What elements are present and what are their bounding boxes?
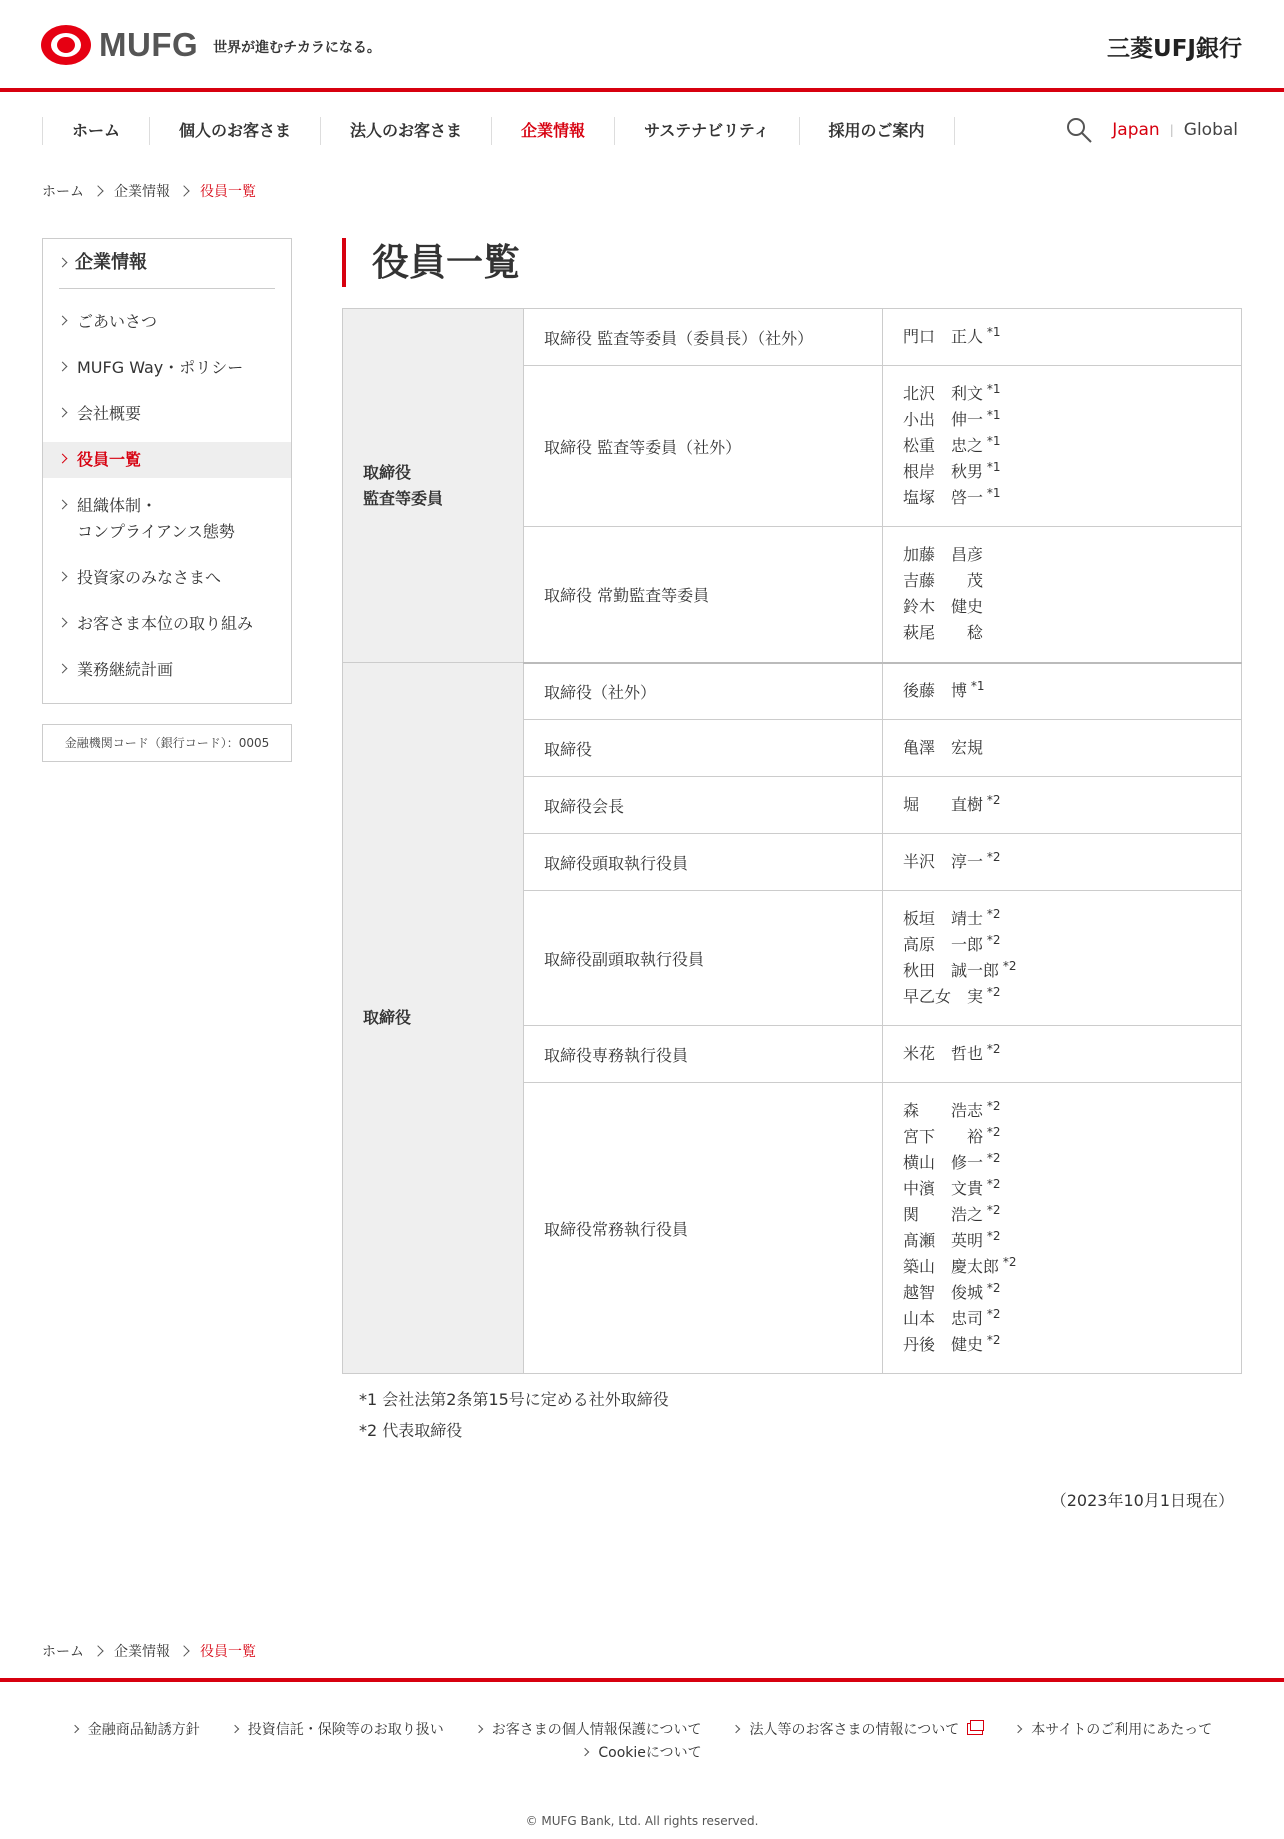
footnote-2: *2 代表取締役 <box>359 1421 463 1440</box>
bank-name-logo[interactable]: 三菱UFJ銀行 <box>1107 36 1242 62</box>
footer-link-label: Cookieについて <box>598 1745 702 1761</box>
lang-global-link[interactable]: Global <box>1183 120 1238 140</box>
breadcrumb-bottom <box>42 1641 256 1661</box>
footnote-mark: *2 <box>983 1281 1001 1295</box>
officer-name-text: 根岸 秋男 <box>903 462 984 481</box>
footnote-mark: *2 <box>983 793 1001 807</box>
officer-name-text: 北沢 利文 <box>903 384 984 403</box>
breadcrumb-company-info[interactable]: 企業情報 <box>114 1644 170 1660</box>
nav-item-sustainability[interactable]: サステナビリティ <box>614 117 798 145</box>
chevron-right-icon <box>231 1725 239 1733</box>
sidebar-item-company-overview[interactable] <box>43 401 291 427</box>
officer-name <box>903 958 1221 984</box>
sidebar-item-label: 組織体制・ <box>77 496 158 515</box>
footnote-mark: *2 <box>983 933 1001 947</box>
footnote-mark: *1 <box>983 382 1001 396</box>
officer-name-text: 吉藤 茂 <box>903 571 984 591</box>
position-cell: 取締役専務執行役員 <box>524 1026 883 1083</box>
footer-link-investment-trust[interactable] <box>232 1719 444 1739</box>
sidebar-heading-label: 企業情報 <box>75 252 147 273</box>
footnote-mark: *1 <box>983 486 1001 500</box>
nav-item-corporate[interactable]: 法人のお客さま <box>320 117 491 145</box>
chevron-right-icon <box>732 1725 740 1733</box>
officer-name <box>903 1332 1221 1358</box>
position-cell: 取締役 常勤監査等委員 <box>524 527 883 663</box>
names-cell <box>883 366 1242 527</box>
logo-text: MUFG <box>99 26 199 63</box>
footer-links <box>0 1719 1284 1739</box>
officer-name-text: 中濱 文貴 <box>903 1179 984 1198</box>
position-cell: 取締役頭取執行役員 <box>524 834 883 891</box>
officer-name <box>903 568 1221 594</box>
officer-name <box>903 459 1221 485</box>
officer-name-text: 山本 忠司 <box>903 1309 984 1328</box>
chevron-right-icon <box>58 500 68 510</box>
officer-name-text: 亀澤 宏規 <box>903 738 984 757</box>
chevron-right-icon <box>1014 1725 1022 1733</box>
category-label: 監査等委員 <box>363 488 444 508</box>
names-cell <box>883 663 1242 720</box>
sidebar-item-label: 投資家のみなさまへ <box>77 568 222 587</box>
footnote-mark: *2 <box>983 1125 1001 1139</box>
footnote-mark: *2 <box>999 959 1017 973</box>
officer-name <box>903 594 1221 620</box>
officer-name-text: 門口 正人 <box>903 327 984 346</box>
footer-link-label: お客さまの個人情報保護について <box>491 1722 702 1738</box>
officer-name <box>903 932 1221 958</box>
officer-name <box>903 433 1221 459</box>
officer-name <box>903 485 1221 511</box>
nav-item-recruit[interactable]: 採用のご案内 <box>799 117 955 145</box>
footer-link-label: 投資信託・保険等のお取り扱い <box>247 1722 444 1738</box>
position-cell: 取締役常務執行役員 <box>524 1083 883 1374</box>
breadcrumb <box>42 181 256 201</box>
officer-name <box>903 407 1221 433</box>
footnote-mark: *2 <box>983 1151 1001 1165</box>
chevron-right-icon <box>58 572 68 582</box>
footnote-1: *1 会社法第2条第15号に定める社外取締役 <box>359 1390 669 1409</box>
new-window-icon <box>967 1723 983 1735</box>
names-cell <box>883 834 1242 891</box>
footnote-mark: *2 <box>983 1203 1001 1217</box>
nav-item-personal[interactable]: 個人のお客さま <box>149 117 320 145</box>
footnote-mark: *2 <box>983 1177 1001 1191</box>
footer-link-privacy[interactable] <box>476 1719 702 1739</box>
footer-link-corporate-info[interactable] <box>733 1719 983 1739</box>
footer-link-label: 本サイトのご利用にあたって <box>1031 1722 1213 1738</box>
officer-name-text: 松重 忠之 <box>903 436 984 455</box>
officer-name <box>903 324 1221 350</box>
chevron-right-icon <box>178 185 189 196</box>
copyright: © MUFG Bank, Ltd. All rights reserved. <box>525 1814 759 1828</box>
officer-name <box>903 1202 1221 1228</box>
officer-name <box>903 1150 1221 1176</box>
footnote-mark: *1 <box>983 434 1001 448</box>
sidebar-item-mufg-way[interactable] <box>43 355 291 381</box>
bank-code-box: 金融機関コード（銀行コード）：0005 <box>42 724 292 762</box>
officer-name-text: 小出 伸一 <box>903 410 984 429</box>
officer-name <box>903 620 1221 646</box>
officer-name-text: 米花 哲也 <box>903 1044 984 1063</box>
footnote-mark: *1 <box>983 325 1001 339</box>
sidebar-item-label: コンプライアンス態勢 <box>77 522 235 541</box>
footnote-mark: *1 <box>983 460 1001 474</box>
global-nav <box>42 117 955 145</box>
tagline: 世界が進むチカラになる。 <box>213 40 381 56</box>
as-of-date: （2023年10月1日現在） <box>1050 1491 1234 1510</box>
table-row <box>343 309 1242 366</box>
officer-name <box>903 1228 1221 1254</box>
chevron-right-icon <box>178 1645 189 1656</box>
sidebar-item-label: 業務継続計画 <box>77 660 174 679</box>
footer-link-label: 金融商品勧誘方針 <box>87 1722 200 1738</box>
officer-name-text: 加藤 昌彦 <box>903 545 984 565</box>
position-cell: 取締役（社外） <box>524 663 883 720</box>
lang-japan-link[interactable]: Japan <box>1112 120 1160 140</box>
names-cell <box>883 309 1242 366</box>
category-audit-committee <box>343 309 524 663</box>
nav-item-company-info[interactable]: 企業情報 <box>491 117 614 145</box>
officer-name-text: 早乙女 実 <box>903 987 984 1006</box>
footnote-mark: *1 <box>967 679 985 694</box>
position-cell: 取締役会長 <box>524 777 883 834</box>
sidebar-item-customer-first[interactable] <box>43 611 291 637</box>
officer-name <box>903 1280 1221 1306</box>
footer-divider <box>0 1678 1284 1682</box>
mufg-logo-mark-icon <box>41 25 91 65</box>
chevron-right-icon <box>92 1645 103 1656</box>
position-cell: 取締役 監査等委員（社外） <box>524 366 883 527</box>
names-cell <box>883 891 1242 1026</box>
position-cell: 取締役 <box>524 720 883 777</box>
footer-link-site-terms[interactable] <box>1015 1719 1212 1739</box>
officer-name <box>903 984 1221 1010</box>
chevron-right-icon <box>58 258 68 268</box>
officer-name-text: 関 浩之 <box>903 1205 984 1224</box>
sidebar-item-label: 役員一覧 <box>77 450 142 469</box>
officer-name-text: 越智 俊城 <box>903 1283 984 1302</box>
position-cell: 取締役 監査等委員（委員長）（社外） <box>524 309 883 366</box>
breadcrumb-company-info[interactable]: 企業情報 <box>114 184 170 200</box>
sidebar-item-label: MUFG Way・ポリシー <box>77 358 244 377</box>
nav-item-home[interactable]: ホーム <box>42 117 149 145</box>
footer-links-row2 <box>0 1742 1284 1762</box>
names-cell <box>883 720 1242 777</box>
sidebar-item-greeting[interactable] <box>43 309 291 335</box>
chevron-right-icon <box>58 316 68 326</box>
officer-name-text: 築山 慶太郎 <box>903 1257 1000 1276</box>
officer-name <box>903 542 1221 568</box>
officer-name <box>903 906 1221 932</box>
officer-name <box>903 1041 1221 1067</box>
footnote-mark: *2 <box>983 1307 1001 1321</box>
sidebar-item-label: 会社概要 <box>77 404 142 423</box>
category-directors: 取締役 <box>343 663 524 1374</box>
chevron-right-icon <box>92 185 103 196</box>
sidebar-heading[interactable] <box>59 253 275 289</box>
officers-table <box>342 308 1242 1374</box>
footnote-mark: *2 <box>983 850 1001 864</box>
breadcrumb-home[interactable]: ホーム <box>42 1644 84 1660</box>
chevron-right-icon <box>58 408 68 418</box>
site-header <box>0 0 1284 92</box>
officer-name-text: 髙瀬 英明 <box>903 1231 984 1250</box>
officer-name <box>903 1254 1221 1280</box>
officer-name-text: 萩尾 稔 <box>903 623 984 643</box>
breadcrumb-current: 役員一覧 <box>200 1644 256 1660</box>
footnote-mark: *2 <box>983 1229 1001 1243</box>
officer-name-text: 堀 直樹 <box>903 795 984 814</box>
sidebar-item-bcp[interactable] <box>43 657 291 683</box>
sidebar <box>42 238 292 704</box>
language-switch <box>1112 120 1238 140</box>
footer-link-label: 法人等のお客さまの情報について <box>749 1722 960 1738</box>
officer-name <box>903 735 1221 761</box>
sidebar-item-investors[interactable] <box>43 565 291 591</box>
chevron-right-icon <box>581 1748 589 1756</box>
officer-name <box>903 678 1221 704</box>
footnote-mark: *2 <box>983 985 1001 999</box>
chevron-right-icon <box>475 1725 483 1733</box>
footnote-mark: *2 <box>983 1042 1001 1056</box>
names-cell <box>883 1083 1242 1374</box>
footer-link-solicitation-policy[interactable] <box>72 1719 200 1739</box>
footer-link-cookie[interactable] <box>582 1742 701 1762</box>
chevron-right-icon <box>58 664 68 674</box>
table-row <box>343 663 1242 720</box>
names-cell <box>883 527 1242 663</box>
officer-name <box>903 381 1221 407</box>
officer-name-text: 横山 修一 <box>903 1153 984 1172</box>
lang-separator: | <box>1169 123 1174 137</box>
officer-name <box>903 792 1221 818</box>
sidebar-item-officers[interactable] <box>43 442 291 478</box>
officer-name-text: 宮下 裕 <box>903 1127 984 1146</box>
officer-name-text: 半沢 淳一 <box>903 852 984 871</box>
footnote-mark: *2 <box>999 1255 1017 1269</box>
sidebar-item-compliance[interactable] <box>43 493 291 545</box>
names-cell <box>883 777 1242 834</box>
officer-name-text: 秋田 誠一郎 <box>903 961 1000 980</box>
search-icon[interactable] <box>1066 117 1092 143</box>
footnote-mark: *1 <box>983 408 1001 422</box>
chevron-right-icon <box>71 1725 79 1733</box>
officer-name <box>903 1098 1221 1124</box>
category-label: 取締役 <box>363 462 412 482</box>
sidebar-item-label: お客さま本位の取り組み <box>77 614 254 633</box>
officer-name <box>903 849 1221 875</box>
names-cell <box>883 1026 1242 1083</box>
mufg-logo[interactable] <box>41 25 381 65</box>
officer-name-text: 森 浩志 <box>903 1101 984 1120</box>
officer-name-text: 板垣 靖士 <box>903 909 984 928</box>
breadcrumb-home[interactable]: ホーム <box>42 184 84 200</box>
officer-name <box>903 1176 1221 1202</box>
footnote-mark: *2 <box>983 907 1001 921</box>
chevron-right-icon <box>58 454 68 464</box>
breadcrumb-current: 役員一覧 <box>200 184 256 200</box>
officer-name-text: 塩塚 啓一 <box>903 488 984 507</box>
chevron-right-icon <box>58 618 68 628</box>
footnote-mark: *2 <box>983 1333 1001 1347</box>
footnote-mark: *2 <box>983 1099 1001 1113</box>
officer-name-text: 丹後 健史 <box>903 1335 984 1354</box>
officer-name-text: 鈴木 健史 <box>903 597 984 617</box>
officer-name-text: 後藤 博 <box>903 681 968 701</box>
position-cell: 取締役副頭取執行役員 <box>524 891 883 1026</box>
chevron-right-icon <box>58 362 68 372</box>
officer-name-text: 高原 一郎 <box>903 935 984 954</box>
page-title: 役員一覧 <box>342 238 520 287</box>
sidebar-item-label: ごあいさつ <box>77 312 158 331</box>
officer-name <box>903 1306 1221 1332</box>
officer-name <box>903 1124 1221 1150</box>
